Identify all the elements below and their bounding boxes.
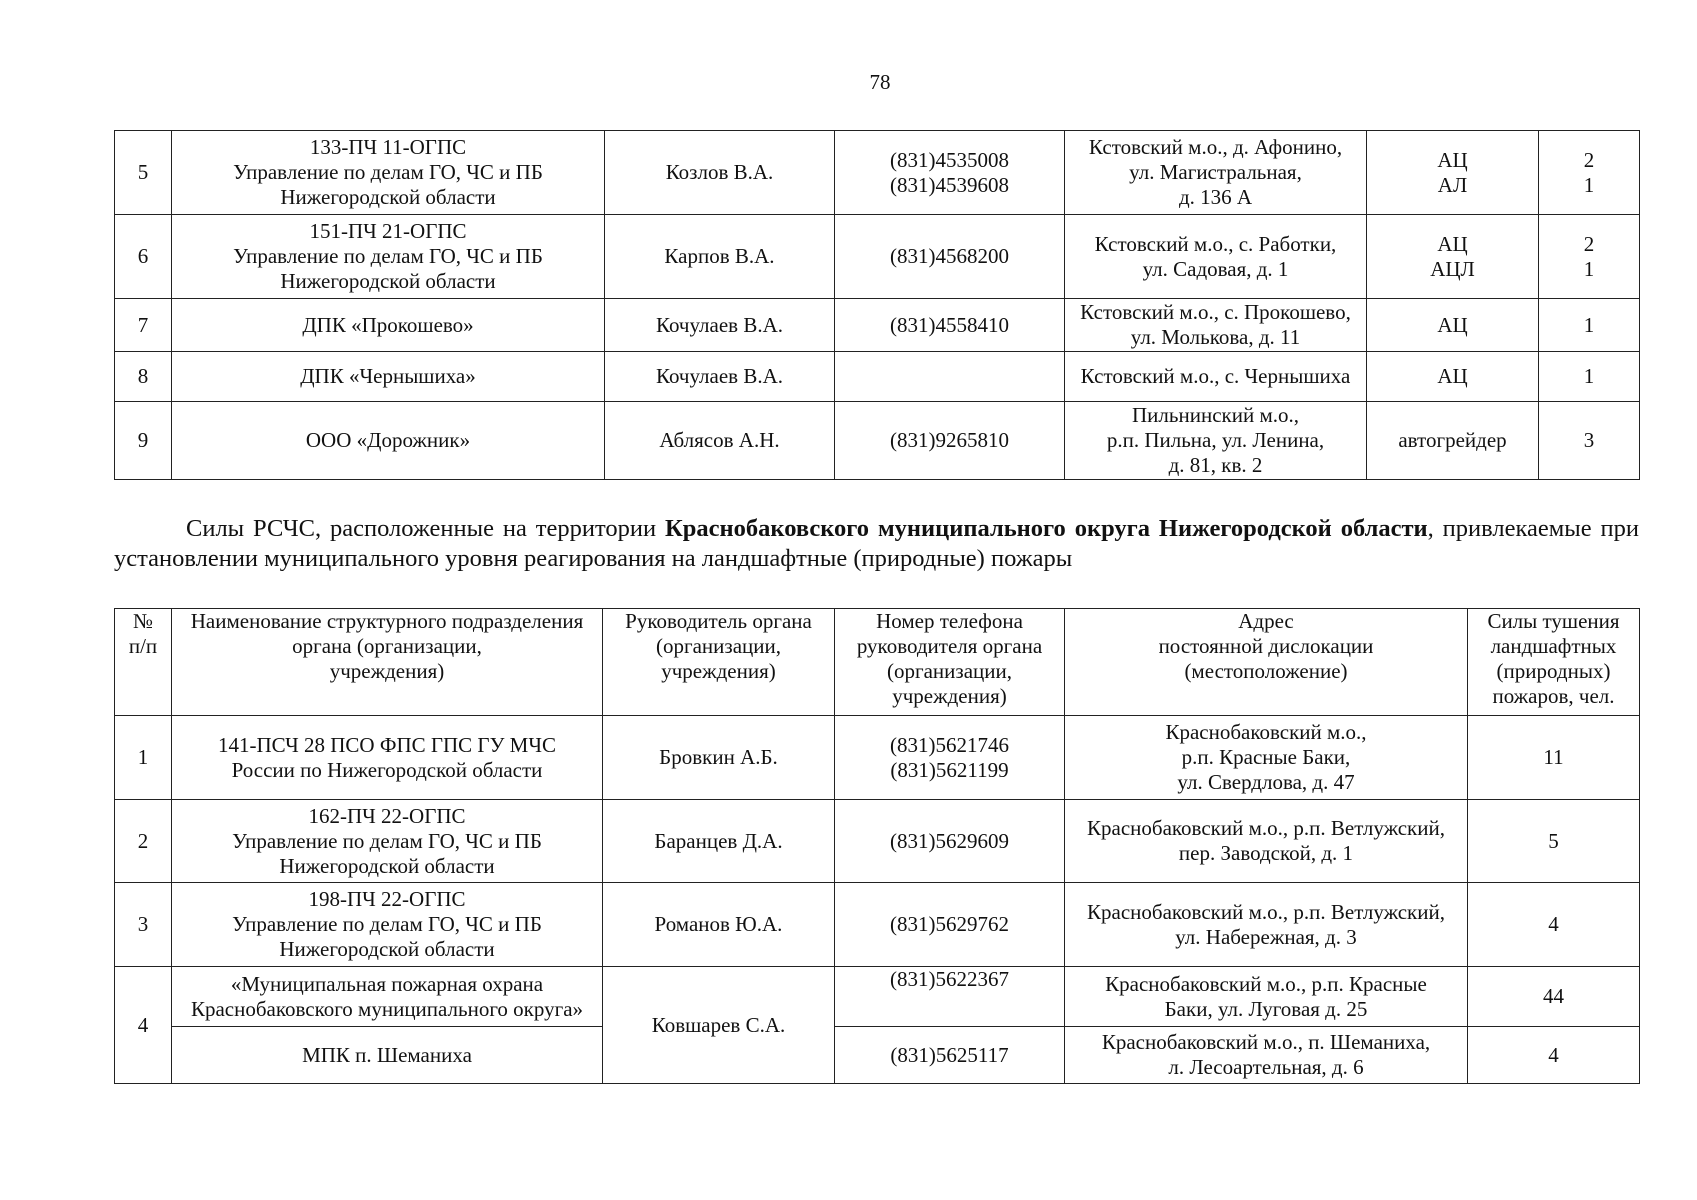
unit-address: Краснобаковский м.о., р.п. Ветлужский, ул. Набережная, д. 3 (1065, 883, 1468, 967)
row-number: 5 (115, 131, 172, 215)
table-row (115, 215, 1640, 299)
unit-name: 133-ПЧ 11-ОГПС Управление по делам ГО, ЧС и ПБ Нижегородской области (172, 131, 605, 215)
unit-address: Краснобаковский м.о., п. Шеманиха, л. Лесоартельная, д. 6 (1065, 1027, 1468, 1084)
table-row (115, 299, 1640, 352)
col-header-forces: Силы тушения ландшафтных (природных) пожаров, чел. (1468, 609, 1640, 716)
forces-count: 5 (1468, 800, 1640, 883)
forces-count: 44 (1468, 967, 1640, 1027)
unit-address: Пильнинский м.о., р.п. Пильна, ул. Ленина, д. 81, кв. 2 (1065, 402, 1367, 480)
unit-name: 141-ПСЧ 28 ПСО ФПС ГПС ГУ МЧС России по Нижегородской области (172, 716, 603, 800)
row-number: 6 (115, 215, 172, 299)
unit-name: 198-ПЧ 22-ОГПС Управление по делам ГО, ЧС и ПБ Нижегородской области (172, 883, 603, 967)
equipment-type: автогрейдер (1367, 402, 1539, 480)
unit-phone: (831)5621746 (831)5621199 (835, 716, 1065, 800)
forces-count: 4 (1468, 883, 1640, 967)
equipment-count: 1 (1539, 352, 1640, 402)
row-number: 4 (115, 967, 172, 1084)
unit-phone: (831)9265810 (835, 402, 1065, 480)
section-heading (114, 514, 1639, 574)
table-row (115, 800, 1640, 883)
unit-phone: (831)5622367 (835, 967, 1065, 1027)
row-number: 3 (115, 883, 172, 967)
heading-district-name: Краснобаковского муниципального округа Нижегородской области (665, 515, 1428, 542)
unit-head: Романов Ю.А. (603, 883, 835, 967)
col-header-unit-name: Наименование структурного подразделения органа (организации, учреждения) (172, 609, 603, 716)
unit-head: Кочулаев В.А. (605, 352, 835, 402)
unit-head: Козлов В.А. (605, 131, 835, 215)
table-row (115, 402, 1640, 480)
unit-name: «Муниципальная пожарная охрана Краснобаковского муниципального округа» (172, 967, 603, 1027)
row-number: 2 (115, 800, 172, 883)
table-row (115, 131, 1640, 215)
table-row (115, 883, 1640, 967)
unit-phone (835, 352, 1065, 402)
unit-name: ООО «Дорожник» (172, 402, 605, 480)
col-header-phone: Номер телефона руководителя органа (организации, учреждения) (835, 609, 1065, 716)
unit-name: ДПК «Прокошево» (172, 299, 605, 352)
row-number: 7 (115, 299, 172, 352)
table-row (115, 716, 1640, 800)
unit-address: Краснобаковский м.о., р.п. Красные Баки, ул. Луговая д. 25 (1065, 967, 1468, 1027)
unit-address: Кстовский м.о., с. Прокошево, ул. Молькова, д. 11 (1065, 299, 1367, 352)
equipment-type: АЦ (1367, 299, 1539, 352)
heading-text-start: Силы РСЧС, расположенные на территории (186, 515, 666, 542)
col-header-number: № п/п (115, 609, 172, 716)
unit-head: Аблясов А.Н. (605, 402, 835, 480)
unit-address: Кстовский м.о., с. Чернышиха (1065, 352, 1367, 402)
table-row (115, 1027, 1640, 1084)
col-header-head: Руководитель органа (организации, учреждения) (603, 609, 835, 716)
unit-phone: (831)4535008 (831)4539608 (835, 131, 1065, 215)
unit-phone: (831)4558410 (835, 299, 1065, 352)
unit-name: МПК п. Шеманиха (172, 1027, 603, 1084)
unit-address: Кстовский м.о., с. Работки, ул. Садовая, д. 1 (1065, 215, 1367, 299)
row-number: 1 (115, 716, 172, 800)
unit-name: 162-ПЧ 22-ОГПС Управление по делам ГО, ЧС и ПБ Нижегородской области (172, 800, 603, 883)
row-number: 8 (115, 352, 172, 402)
unit-address: Кстовский м.о., д. Афонино, ул. Магистральная, д. 136 А (1065, 131, 1367, 215)
table-header-row (115, 609, 1640, 716)
equipment-type: АЦ АЛ (1367, 131, 1539, 215)
unit-phone: (831)5629609 (835, 800, 1065, 883)
unit-head: Ковшарев С.А. (603, 967, 835, 1084)
unit-name: 151-ПЧ 21-ОГПС Управление по делам ГО, ЧС и ПБ Нижегородской области (172, 215, 605, 299)
col-header-address: Адрес постоянной дислокации (местоположение) (1065, 609, 1468, 716)
unit-head: Бровкин А.Б. (603, 716, 835, 800)
unit-name: ДПК «Чернышиха» (172, 352, 605, 402)
row-number: 9 (115, 402, 172, 480)
unit-head: Баранцев Д.А. (603, 800, 835, 883)
unit-phone: (831)4568200 (835, 215, 1065, 299)
unit-address: Краснобаковский м.о., р.п. Красные Баки, ул. Свердлова, д. 47 (1065, 716, 1468, 800)
unit-head: Кочулаев В.А. (605, 299, 835, 352)
unit-address: Краснобаковский м.о., р.п. Ветлужский, пер. Заводской, д. 1 (1065, 800, 1468, 883)
unit-phone: (831)5629762 (835, 883, 1065, 967)
forces-count: 4 (1468, 1027, 1640, 1084)
equipment-type: АЦ АЦЛ (1367, 215, 1539, 299)
equipment-type: АЦ (1367, 352, 1539, 402)
forces-count: 11 (1468, 716, 1640, 800)
table-row (115, 967, 1640, 1027)
equipment-count: 2 1 (1539, 215, 1640, 299)
fire-units-table-kstovo (114, 130, 1640, 480)
page-number: 78 (869, 70, 891, 94)
equipment-count: 2 1 (1539, 131, 1640, 215)
unit-head: Карпов В.А. (605, 215, 835, 299)
equipment-count: 3 (1539, 402, 1640, 480)
table-row (115, 352, 1640, 402)
equipment-count: 1 (1539, 299, 1640, 352)
unit-phone: (831)5625117 (835, 1027, 1065, 1084)
fire-units-table-krasnobakovsky (114, 608, 1640, 1084)
heading-text-end: , привлекаемые при установлении муниципального уровня реагирования на ландшафтные (природные) пожары (114, 515, 1639, 572)
